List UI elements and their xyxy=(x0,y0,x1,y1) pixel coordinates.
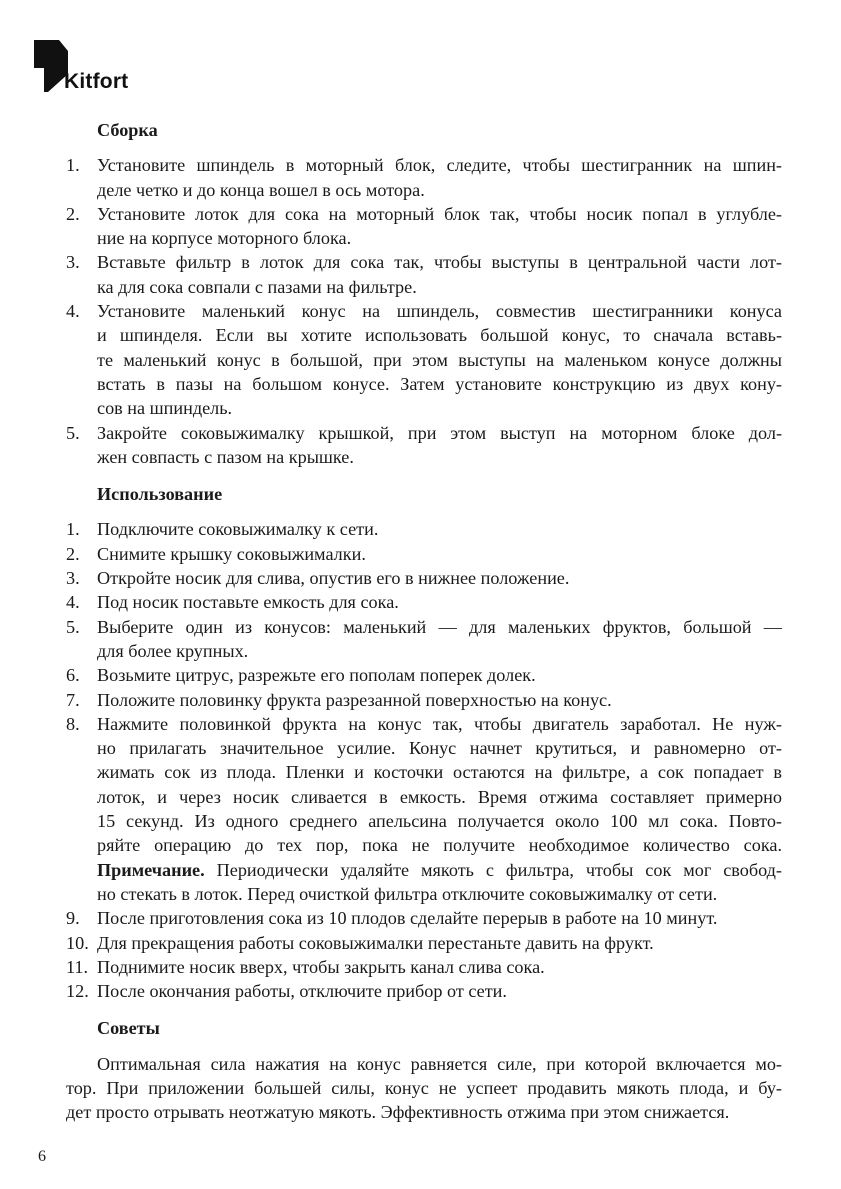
list-item xyxy=(66,906,782,930)
step-number: 7. xyxy=(66,689,80,710)
list-item xyxy=(66,421,782,470)
step-number: 2. xyxy=(66,543,80,564)
step-text xyxy=(97,590,782,614)
list-item xyxy=(66,566,782,590)
manual-content xyxy=(66,118,782,1138)
step-line: для более крупных. xyxy=(97,640,249,661)
list-item xyxy=(66,931,782,955)
list-item xyxy=(66,250,782,299)
step-line: После окончания работы, отключите прибор от сети. xyxy=(97,981,507,1002)
step-line: Под носик поставьте емкость для сока. xyxy=(97,592,399,613)
list-item xyxy=(66,615,782,664)
page-number: 6 xyxy=(38,1148,46,1165)
step-line: деле четко и до конца вошел в ось мотора. xyxy=(97,179,425,200)
step-text xyxy=(97,712,782,906)
step-number: 4. xyxy=(66,592,80,613)
step-text xyxy=(97,663,782,687)
tips-line: тор. При приложении большей силы, конус не успеет продавить мякоть плода, и бу- xyxy=(66,1077,782,1098)
step-number: 1. xyxy=(66,519,80,540)
step-line: Установите шпиндель в моторный блок, следите, чтобы шестигранник на шпин- xyxy=(97,155,782,176)
step-line: и шпинделя. Если вы хотите использовать большой конус, то сначала вставь- xyxy=(97,325,782,346)
note-label: Примечание. xyxy=(97,859,205,880)
assembly-steps xyxy=(66,153,782,469)
step-line: Вставьте фильтр в лоток для сока так, чтобы выступы в центральной части лот- xyxy=(97,252,782,273)
assembly-section xyxy=(66,118,782,469)
step-line: 15 секунд. Из одного среднего апельсина получается около 100 мл сока. Повто- xyxy=(97,811,782,832)
list-item xyxy=(66,299,782,420)
note-text: Периодически удаляйте мякоть с фильтра, чтобы сок мог свобод- xyxy=(204,859,782,880)
step-line: жимать сок из плода. Пленки и косточки остаются на фильтре, а сок попадает в xyxy=(97,762,782,783)
step-line: те маленький конус в большой, при этом выступы на маленьком конусе должны xyxy=(97,349,782,370)
list-item xyxy=(66,153,782,202)
step-number: 4. xyxy=(66,301,80,322)
step-line: ние на корпусе моторного блока. xyxy=(97,228,352,249)
list-item xyxy=(66,202,782,251)
step-line: Для прекращения работы соковыжималки перестаньте давить на фрукт. xyxy=(97,932,654,953)
step-text xyxy=(97,688,782,712)
step-line: лоток, и через носик сливается в емкость. Время отжима составляет примерно xyxy=(97,786,782,807)
step-line: жен совпасть с пазом на крышке. xyxy=(97,446,354,467)
step-text xyxy=(97,421,782,470)
brand-logo xyxy=(34,40,154,96)
list-item xyxy=(66,542,782,566)
step-text xyxy=(97,202,782,251)
step-line: ка для сока совпали с пазами на фильтре. xyxy=(97,276,417,297)
list-item xyxy=(66,979,782,1003)
tips-section xyxy=(66,1016,782,1124)
assembly-heading: Сборка xyxy=(97,120,158,140)
step-line: но прилагать значительное усилие. Конус начнет крутиться, и равномерно от- xyxy=(97,738,782,759)
step-number: 2. xyxy=(66,203,80,224)
step-line: Закройте соковыжималку крышкой, при этом выступ на моторном блоке дол- xyxy=(97,422,782,443)
step-line: Выберите один из конусов: маленький — для маленьких фруктов, большой — xyxy=(97,616,782,637)
note-line xyxy=(97,882,782,906)
step-line: Установите маленький конус на шпиндель, совместив шестигранники конуса xyxy=(97,301,782,322)
tips-heading: Советы xyxy=(97,1018,160,1039)
list-item xyxy=(66,663,782,687)
step-text xyxy=(97,906,782,930)
step-line: После приготовления сока из 10 плодов сделайте перерыв в работе на 10 минут. xyxy=(97,908,718,929)
list-item xyxy=(66,688,782,712)
note-text: но стекать в лоток. Перед очисткой фильтра отключите соковыжималку от сети. xyxy=(97,883,718,904)
step-line: Снимите крышку соковыжималки. xyxy=(97,543,366,564)
step-line: Возьмите цитрус, разрежьте его пополам поперек долек. xyxy=(97,665,536,686)
step-line: Нажмите половинкой фрукта на конус так, чтобы двигатель заработал. Не нуж- xyxy=(97,713,782,734)
usage-section xyxy=(66,482,782,1003)
step-text xyxy=(97,153,782,202)
step-number: 3. xyxy=(66,568,80,589)
step-line: Откройте носик для слива, опустив его в нижнее положение. xyxy=(97,568,570,589)
list-item xyxy=(66,955,782,979)
step-line: сов на шпиндель. xyxy=(97,398,233,419)
brand-name: Kitfort xyxy=(64,70,129,93)
step-text xyxy=(97,931,782,955)
step-line: Положите половинку фрукта разрезанной поверхностью на конус. xyxy=(97,689,612,710)
note-line xyxy=(97,858,782,882)
step-number: 11. xyxy=(66,956,89,977)
step-text xyxy=(97,615,782,664)
step-text xyxy=(97,299,782,420)
tips-line: Оптимальная сила нажатия на конус равняется силе, при которой включается мо- xyxy=(97,1053,782,1074)
step-line: ряйте операцию до тех пор, пока не получите необходимое количество сока. xyxy=(97,835,782,856)
step-text xyxy=(97,955,782,979)
step-line: встать в пазы на большом конусе. Затем установите конструкцию из двух кону- xyxy=(97,373,782,394)
step-number: 5. xyxy=(66,422,80,443)
tips-paragraph xyxy=(66,1052,782,1125)
usage-steps xyxy=(66,517,782,1003)
usage-heading: Использование xyxy=(97,484,223,505)
step-number: 8. xyxy=(66,713,80,734)
list-item xyxy=(66,712,782,906)
list-item xyxy=(66,517,782,541)
step-text xyxy=(97,542,782,566)
step-number: 1. xyxy=(66,155,80,176)
step-text xyxy=(97,566,782,590)
step-number: 10. xyxy=(66,932,89,953)
step-number: 12. xyxy=(66,981,89,1002)
list-item xyxy=(66,590,782,614)
tips-line: дет просто отрывать неотжатую мякоть. Эффективность отжима при этом снижается. xyxy=(66,1102,730,1123)
step-number: 6. xyxy=(66,665,80,686)
step-number: 3. xyxy=(66,252,80,273)
step-number: 9. xyxy=(66,908,80,929)
step-text xyxy=(97,517,782,541)
step-line: Подключите соковыжималку к сети. xyxy=(97,519,379,540)
step-line: Установите лоток для сока на моторный блок так, чтобы носик попал в углубле- xyxy=(97,203,782,224)
step-text xyxy=(97,979,782,1003)
step-number: 5. xyxy=(66,616,80,637)
step-line: Поднимите носик вверх, чтобы закрыть канал слива сока. xyxy=(97,956,545,977)
step-text xyxy=(97,250,782,299)
kitfort-logo-icon xyxy=(34,40,68,92)
